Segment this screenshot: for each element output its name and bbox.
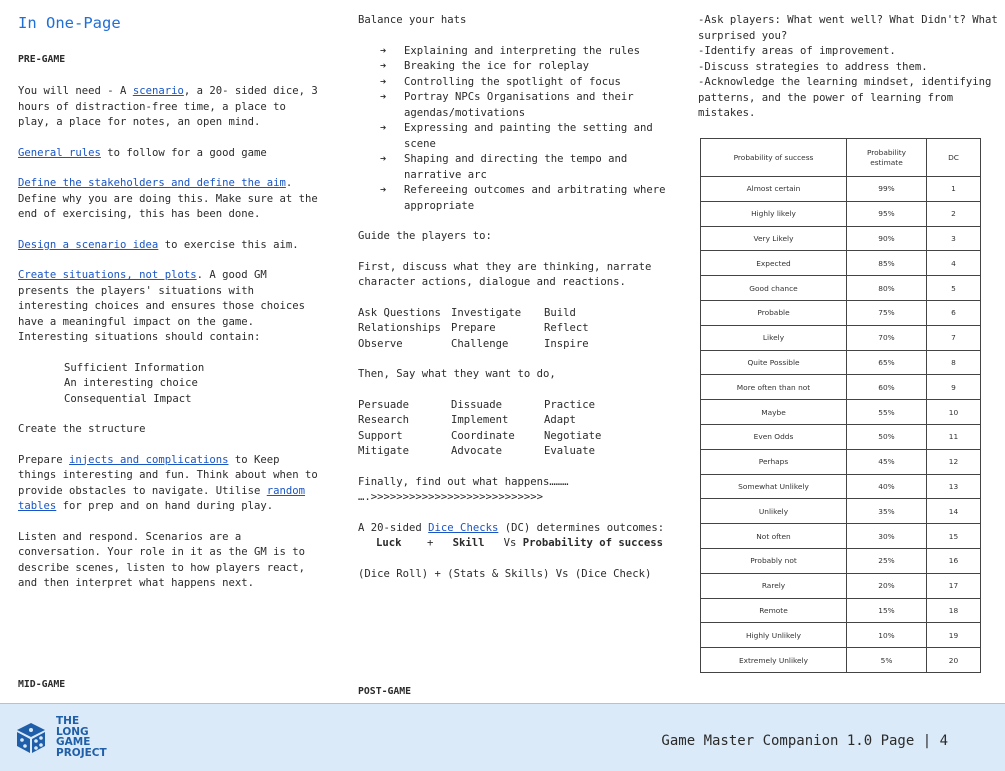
logo-line: LONG	[56, 725, 89, 738]
hat-item	[358, 75, 668, 91]
situations-paragraph	[18, 268, 318, 346]
hat-text: Expressing and painting the setting and scene	[404, 122, 653, 150]
cell-probability-estimate: 35%	[847, 499, 927, 524]
do-word: Persuade	[358, 398, 410, 411]
design-paragraph	[18, 238, 318, 254]
page-title: In One-Page	[18, 14, 121, 32]
table-row	[701, 300, 981, 325]
arrow-right-icon: ➔	[380, 44, 387, 57]
dice-text-post: (DC) determines outcomes:	[498, 521, 665, 534]
hat-text: Explaining and interpreting the rules	[404, 44, 640, 57]
general-rules-link[interactable]: General rules	[18, 146, 101, 159]
hat-text: Refereeing outcomes and arbitrating where appropriate	[404, 184, 666, 212]
guide-text: Guide the players to:	[358, 230, 492, 242]
cell-dc: 13	[927, 474, 981, 499]
cell-probability-success: Likely	[701, 325, 847, 350]
cell-probability-estimate: 99%	[847, 177, 927, 202]
formula-probability: Probability of success	[522, 537, 664, 549]
define-text: . Define why you are doing this. Make sure at the end of exercising, this has been done.	[18, 177, 318, 220]
do-word: Practice	[544, 398, 596, 411]
cell-probability-success: Unlikely	[701, 499, 847, 524]
table-row	[701, 325, 981, 350]
cell-probability-estimate: 75%	[847, 300, 927, 325]
cell-dc: 10	[927, 400, 981, 425]
situation-criteria	[18, 361, 318, 408]
prepare-text-mid: to Keep things interesting and fun. Think about when to provide obstacles to navigate. Utilise	[18, 453, 318, 497]
rules-paragraph	[18, 146, 318, 162]
hats-list	[358, 44, 668, 215]
injects-link[interactable]: injects and complications	[69, 453, 229, 466]
cell-probability-success: Probable	[701, 300, 847, 325]
cell-probability-success: Highly Unlikely	[701, 623, 847, 648]
logo-text	[56, 716, 107, 758]
cell-probability-estimate: 5%	[847, 648, 927, 673]
cell-probability-success: Good chance	[701, 276, 847, 301]
discuss-word: Challenge	[451, 337, 509, 350]
arrow-right-icon: ➔	[380, 184, 387, 196]
table-row	[701, 548, 981, 573]
table-row	[701, 226, 981, 251]
cell-probability-estimate: 85%	[847, 251, 927, 276]
cell-probability-success: Even Odds	[701, 424, 847, 449]
cell-probability-success: Rarely	[701, 573, 847, 598]
discuss-word: Ask Questions	[358, 306, 441, 319]
cell-probability-estimate: 70%	[847, 325, 927, 350]
cell-probability-estimate: 10%	[847, 623, 927, 648]
cell-probability-estimate: 25%	[847, 548, 927, 573]
cell-dc: 3	[927, 226, 981, 251]
prepare-paragraph	[18, 453, 318, 515]
header-probability-estimate: Probability estimate	[847, 139, 927, 177]
prepare-text: Prepare	[18, 453, 70, 466]
cell-probability-success: Perhaps	[701, 449, 847, 474]
formula-vs: Vs	[503, 537, 517, 549]
cell-probability-estimate: 65%	[847, 350, 927, 375]
logo-line: THE	[56, 715, 80, 727]
dice-check-table-body	[701, 177, 981, 673]
header-dc: DC	[927, 139, 981, 177]
hat-item	[358, 183, 668, 214]
table-row	[701, 276, 981, 301]
cell-probability-success: Expected	[701, 251, 847, 276]
hat-item	[358, 44, 668, 60]
cell-dc: 8	[927, 350, 981, 375]
hat-text: Portray NPCs Organisations and their agendas/motivations	[404, 91, 634, 119]
discuss-word: Build	[544, 306, 576, 319]
table-row	[701, 598, 981, 623]
table-row	[701, 499, 981, 524]
scenario-link[interactable]: scenario	[132, 85, 184, 97]
cell-probability-success: Remote	[701, 598, 847, 623]
do-word: Coordinate	[451, 429, 515, 442]
do-word: Dissuade	[451, 398, 503, 411]
cell-dc: 4	[927, 251, 981, 276]
dice-paragraph	[358, 521, 668, 537]
create-situations-link[interactable]: Create situations, not plots	[18, 269, 197, 281]
cell-dc: 1	[927, 177, 981, 202]
postgame-column	[698, 13, 998, 122]
hat-text: Breaking the ice for roleplay	[404, 60, 589, 72]
cell-dc: 20	[927, 648, 981, 673]
cell-dc: 14	[927, 499, 981, 524]
cell-dc: 7	[927, 325, 981, 350]
table-row	[701, 424, 981, 449]
design-scenario-link[interactable]: Design a scenario idea	[18, 238, 159, 251]
logo-line: PROJECT	[56, 746, 107, 759]
table-row	[701, 201, 981, 226]
table-row	[701, 375, 981, 400]
cell-probability-success: Somewhat Unlikely	[701, 474, 847, 499]
table-row	[701, 350, 981, 375]
arrow-right-icon: ➔	[380, 75, 387, 88]
cell-dc: 18	[927, 598, 981, 623]
header-probability-success: Probability of success	[701, 139, 847, 177]
cell-probability-success: Probably not	[701, 548, 847, 573]
cell-dc: 16	[927, 548, 981, 573]
do-word: Advocate	[451, 445, 503, 457]
cell-probability-estimate: 15%	[847, 598, 927, 623]
cell-dc: 15	[927, 524, 981, 549]
table-row	[701, 251, 981, 276]
logo-line: GAME	[56, 736, 91, 748]
table-header-row	[701, 139, 981, 177]
dice-checks-link[interactable]: Dice Checks	[428, 521, 499, 534]
postgame-line: -Discuss strategies to address them.	[698, 60, 928, 73]
situations-text: . A good GM presents the players' situations with interesting choices and ensures those choices have a meaningful impact on the game. Interesting situations should contain:	[18, 269, 306, 343]
need-text-post: , a 20- sided dice, 3 hours of distraction-free time, a place to play, a place for notes, an open mind.	[18, 85, 318, 128]
cell-dc: 9	[927, 375, 981, 400]
listen-paragraph: Listen and respond. Scenarios are a conversation. Your role in it as the GM is to describe scenes, listen to how players react, and then interpret what happens next.	[18, 530, 306, 589]
define-stakeholders-link[interactable]: Define the stakeholders and define the aim	[18, 177, 286, 189]
cell-probability-estimate: 95%	[847, 201, 927, 226]
do-word: Research	[358, 414, 410, 426]
finally-text: Finally, find out what happens……… ….>>>>>>>>>>>>>>>>>>>>>>>>>>>	[358, 475, 569, 503]
cell-probability-estimate: 20%	[847, 573, 927, 598]
cell-probability-estimate: 45%	[847, 449, 927, 474]
discuss-word: Relationships	[358, 322, 441, 334]
cell-probability-estimate: 80%	[847, 276, 927, 301]
cell-probability-estimate: 60%	[847, 375, 927, 400]
formula-plus: +	[427, 537, 434, 549]
pregame-column	[18, 84, 318, 592]
structure-text: Create the structure	[18, 423, 146, 435]
cell-dc: 2	[927, 201, 981, 226]
criteria-item: Sufficient Information	[64, 361, 205, 374]
formula-line	[358, 536, 668, 552]
hat-item	[358, 90, 668, 121]
discuss-word: Prepare	[451, 322, 496, 334]
cell-probability-success: Highly likely	[701, 201, 847, 226]
cell-dc: 5	[927, 276, 981, 301]
first-text: First, discuss what they are thinking, narrate character actions, dialogue and reactions.	[358, 260, 652, 288]
table-row	[701, 573, 981, 598]
discuss-word: Investigate	[451, 306, 522, 319]
arrow-right-icon: ➔	[380, 153, 387, 165]
discuss-word: Observe	[358, 337, 403, 350]
cell-probability-estimate: 40%	[847, 474, 927, 499]
cell-probability-success: Extremely Unlikely	[701, 648, 847, 673]
hats-intro: Balance your hats	[358, 14, 467, 26]
then-text: Then, Say what they want to do,	[358, 368, 556, 380]
footer	[0, 703, 1005, 771]
midgame-heading: MID-GAME	[18, 679, 66, 690]
cell-probability-success: Almost certain	[701, 177, 847, 202]
need-paragraph	[18, 84, 318, 131]
cell-probability-success: Maybe	[701, 400, 847, 425]
midgame-column	[358, 13, 668, 582]
postgame-line: -Identify areas of improvement.	[698, 45, 896, 57]
discuss-word: Inspire	[544, 337, 589, 350]
discuss-words-grid	[358, 306, 668, 353]
postgame-line: -Ask players: What went well? What Didn't? What surprised you?	[698, 14, 998, 42]
random-tables-link[interactable]: random tables	[18, 484, 306, 512]
define-paragraph	[18, 176, 318, 223]
prepare-text-post: for prep and on hand during play.	[56, 500, 274, 512]
table-row	[701, 177, 981, 202]
cell-probability-success: Quite Possible	[701, 350, 847, 375]
arrow-right-icon: ➔	[380, 122, 387, 134]
postgame-line: -Acknowledge the learning mindset, identifying patterns, and the power of learning from mistakes.	[698, 76, 992, 119]
formula-detail: (Dice Roll) + (Stats & Skills) Vs (Dice Check)	[358, 567, 652, 580]
formula-luck: Luck	[376, 537, 402, 549]
discuss-word: Reflect	[544, 322, 589, 334]
table-row	[701, 449, 981, 474]
do-words-grid	[358, 398, 668, 460]
need-text: You will need - A	[18, 85, 133, 97]
cell-dc: 19	[927, 623, 981, 648]
cell-dc: 6	[927, 300, 981, 325]
dice-check-table	[700, 138, 981, 673]
table-row	[701, 648, 981, 673]
cell-probability-estimate: 55%	[847, 400, 927, 425]
design-text: to exercise this aim.	[158, 238, 299, 251]
do-word: Evaluate	[544, 445, 596, 457]
table-row	[701, 400, 981, 425]
criteria-item: Consequential Impact	[64, 392, 192, 405]
cell-dc: 17	[927, 573, 981, 598]
cell-probability-estimate: 30%	[847, 524, 927, 549]
arrow-right-icon: ➔	[380, 91, 387, 103]
pregame-heading: PRE-GAME	[18, 54, 66, 65]
cell-probability-estimate: 50%	[847, 424, 927, 449]
do-word: Support	[358, 429, 403, 442]
cell-dc: 12	[927, 449, 981, 474]
hat-text: Shaping and directing the tempo and narrative arc	[404, 153, 628, 181]
hat-item	[358, 59, 668, 75]
arrow-right-icon: ➔	[380, 60, 387, 72]
postgame-heading: POST-GAME	[358, 686, 412, 697]
table-row	[701, 623, 981, 648]
cell-dc: 11	[927, 424, 981, 449]
cell-probability-success: More often than not	[701, 375, 847, 400]
hat-item	[358, 121, 668, 152]
cell-probability-success: Not often	[701, 524, 847, 549]
cell-probability-success: Very Likely	[701, 226, 847, 251]
criteria-item: An interesting choice	[64, 377, 198, 389]
table-row	[701, 524, 981, 549]
hat-text: Controlling the spotlight of focus	[404, 75, 621, 88]
formula-skill: Skill	[452, 537, 485, 549]
dice-text: A 20-sided	[358, 521, 429, 534]
dice-logo-icon	[14, 721, 48, 759]
do-word: Adapt	[544, 414, 576, 426]
hat-item	[358, 152, 668, 183]
do-word: Implement	[451, 414, 509, 426]
cell-probability-estimate: 90%	[847, 226, 927, 251]
do-word: Mitigate	[358, 445, 410, 457]
page-info: Game Master Companion 1.0 Page | 4	[661, 733, 948, 749]
table-row	[701, 474, 981, 499]
do-word: Negotiate	[544, 429, 602, 442]
rules-text: to follow for a good game	[100, 146, 267, 159]
